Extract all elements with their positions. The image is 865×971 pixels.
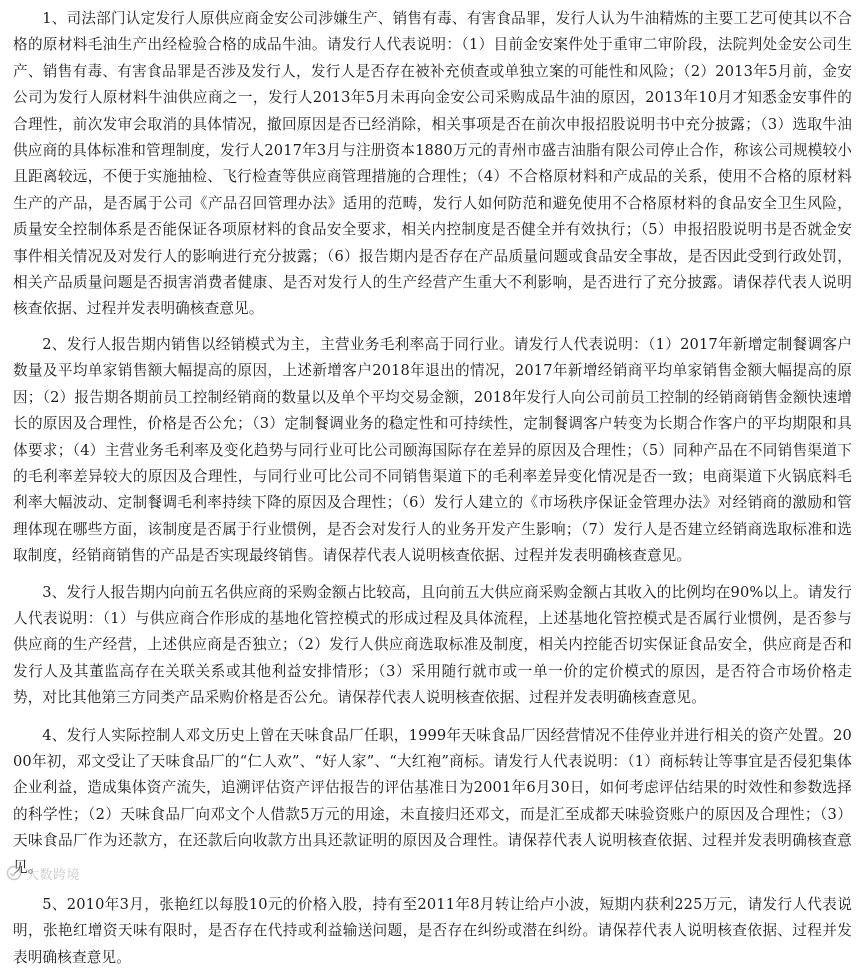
question-paragraph-1: 1、司法部门认定发行人原供应商金安公司涉嫌生产、销售有毒、有害食品罪，发行人认为牛油精炼的主要工艺可使其以不合格的原材料毛油生产出经检验合格的成品牛油。请发行人代表说明：（1）目前金安案件处于重审二审阶段，法院判处金安公司生产、销售有毒、有害食品罪是否涉及发行人，发行人是否存在被补充侦查或单独立案的可能性和风险；（2）2013年5月前，金安公司为发行人原材料牛油供应商之一，发行人2013年5月未再向金安公司采购成品牛油的原因，2013年10月才知悉金安事件的合理性，前次发审会取消的具体情况，撤回原因是否已经消除，相关事项是否在前次申报招股说明书中充分披露；（3）选取牛油供应商的具体标准和管理制度，发行人2017年3月与注册资本1880万元的青州市盛吉油脂有限公司停止合作，称该公司规模较小且距离较远，不便于实施抽检、飞行检查等供应商管理措施的合理性；（4）不合格原材料和产成品的关系，使用不合格的原材料生产的产品，是否属于公司《产品召回管理办法》适用的范畴，发行人如何防范和避免使用不合格原材料的食品安全卫生风险，质量安全控制体系是否能保证各项原材料的食品安全要求，相关内控制度是否健全并有效执行；（5）申报招股说明书是否就金安事件相关情况及对发行人的影响进行充分披露；（6）报告期内是否存在产品质量问题或食品安全事故，是否因此受到行政处罚，相关产品质量问题是否损害消费者健康、是否对发行人的生产经营产生重大不利影响，是否进行了充分披露。请保荐代表人说明核查依据、过程并发表明确核查意见。 xyxy=(13,10,852,318)
watermark-text: 大数跨境 xyxy=(26,867,81,883)
question-paragraph-5: 5、2010年3月，张艳红以每股10元的价格入股，持有至2011年8月转让给卢小波，短期内获利225万元，请发行人代表说明，张艳红增资天味有限时，是否存在代持或利益输送问题，是否存在纠纷或潜在纠纷。请保荐代表人说明核查依据、过程并发表明确核查意见。 xyxy=(13,896,852,966)
question-paragraph-3: 3、发行人报告期内向前五名供应商的采购金额占比较高，且向前五大供应商采购金额占其收入的比例均在90%以上。请发行人代表说明：（1）与供应商合作形成的基地化管控模式的形成过程及具体流程，上述基地化管控模式是否属行业惯例，是否参与供应商的生产经营，上述供应商是否独立；（2）发行人供应商选取标准及制度，相关内控能否切实保证食品安全，供应商是否和发行人及其董监高存在关联关系或其他利益安排情形；（3）采用随行就市或一单一价的定价模式的原因，是否符合市场价格走势，对比其他第三方同类产品采购价格是否公允。请保荐代表人说明核查依据、过程并发表明确核查意见。 xyxy=(13,583,852,707)
question-paragraph-4: 4、发行人实际控制人邓文历史上曾在天味食品厂任职，1999年天味食品厂因经营情况不佳停业并进行相关的资产处置。2000年初，邓文受让了天味食品厂的“仁人欢”、“好人家”、“大红袍”商标。请发行人代表说明：（1）商标转让等事宜是否侵犯集体企业利益，造成集体资产流失，追溯评估资产评估报告的评估基准日为2001年6月30日，如何考虑评估结果的时效性和参数选择的科学性；（2）天味食品厂向邓文个人借款5万元的用途，未直接归还邓文，而是汇至成都天味验资账户的原因及合理性；（3）天味食品厂作为还款方，在还款后向收款方出具还款证明的原因及合理性。请保荐代表人说明核查依据、过程并发表明确核查意见。 xyxy=(13,726,852,876)
question-paragraph-2: 2、发行人报告期内销售以经销模式为主，主营业务毛利率高于同行业。请发行人代表说明：（1）2017年新增定制餐调客户数量及平均单家销售额大幅提高的原因，上述新增客户2018年退出的情况，2017年新增经销商平均单家销售金额大幅提高的原因；（2）报告期各期前员工控制经销商的数量以及单个平均交易金额，2018年发行人向公司前员工控制的经销商销售金额快速增长的原因及合理性，价格是否公允；（3）定制餐调业务的稳定性和可持续性，定制餐调客户转变为长期合作客户的平均期限和具体要求；（4）主营业务毛利率及变化趋势与同行业可比公司颐海国际存在差异的原因及合理性；（5）同种产品在不同销售渠道下的毛利率差异较大的原因及合理性，与同行业可比公司不同销售渠道下的毛利率差异变化情况是否一致；电商渠道下火锅底料毛利率大幅波动、定制餐调毛利率持续下降的原因及合理性；（6）发行人建立的《市场秩序保证金管理办法》对经销商的激励和管理体现在哪些方面，该制度是否属于行业惯例，是否会对发行人的业务开发产生影响；（7）发行人是否建立经销商选取标准和选取制度，经销商销售的产品是否实现最终销售。请保荐代表人说明核查依据、过程并发表明确核查意见。 xyxy=(13,335,852,565)
brand-logo-icon xyxy=(6,865,22,881)
watermark xyxy=(6,864,80,882)
document-body xyxy=(0,6,865,971)
